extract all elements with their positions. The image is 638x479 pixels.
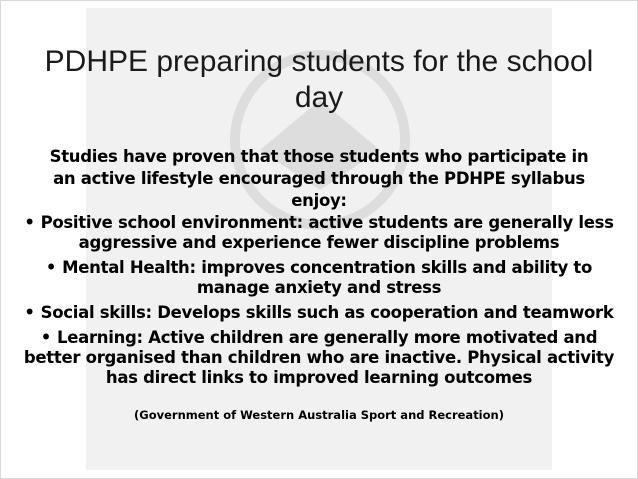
source-citation: (Government of Western Australia Sport and Recreation) — [134, 408, 504, 422]
bullet-icon: • — [45, 258, 57, 277]
benefit-list — [20, 213, 618, 393]
list-item — [20, 213, 618, 253]
intro-text: Studies have proven that those students who participate in an active lifestyle encouraged through the PDHPE syllabus enjoy: — [49, 147, 589, 210]
list-item-text: Mental Health: improves concentration skills and ability to manage anxiety and stress — [62, 258, 593, 297]
list-item-text: Learning: Active children are generally more motivated and better organised than children who are inactive. Physical activity has direct links to improved learning outcomes — [23, 328, 615, 387]
list-item — [20, 328, 618, 388]
list-item — [20, 303, 618, 323]
bullet-icon: • — [24, 303, 35, 322]
slide-title: PDHPE preparing students for the school day — [44, 45, 594, 114]
list-item — [20, 258, 618, 298]
bullet-icon: • — [40, 328, 51, 347]
list-item-text: Social skills: Develops skills such as cooperation and teamwork — [40, 303, 614, 322]
bullet-icon: • — [24, 213, 35, 232]
list-item-text: Positive school environment: active students are generally less aggressive and experience fewer discipline problems — [40, 213, 614, 252]
